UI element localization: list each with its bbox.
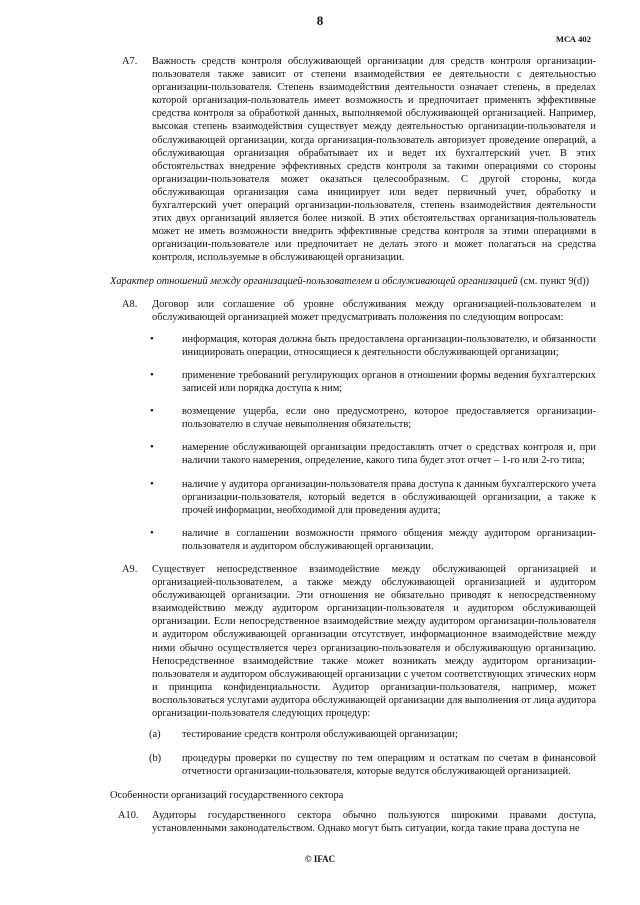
paragraph-a7 [110,55,596,265]
section-heading-relations [110,275,596,288]
paragraph-number: A7. [122,56,138,67]
paragraph-text: Существует непосредственное взаимодействие между обслуживающей организацией и организацией-пользователем, а также между обслуживающей организацией и аудитором обслуживающей организации. Эти отношения не обязательно приводят к непосредственному взаимодействию между аудитором организации-пользователя и аудитором обслуживающей организации. Если непосредственное взаимодействие между аудитором организации-пользователя и аудитором обслуживающей организации отсутствует, информационное взаимодействие между ними обычно осуществляется через организацию-пользователя и обслуживающую организацию. Непосредственное взаимодействие также может возникать между аудитором организации-пользователя и аудитором обслуживающей организации с учетом соответствующих этических норм и принципа конфиденциальности. Аудитор организации-пользователя, например, может воспользоваться услугами аудитора обслуживающей организации для выполнения от лица аудитора организации-пользователя следующих процедур: [152,564,596,720]
bullet-icon: • [150,332,154,345]
heading-italic-text: Характер отношений между организацией-пользователем и обслуживающей организацией [110,275,518,287]
list-item-label: (a) [149,729,161,741]
paragraph-number: A9. [122,564,138,575]
bullet-icon: • [150,441,154,454]
bullet-icon: • [150,405,154,418]
section-heading-public-sector: Особенности организаций государственного сектора [110,790,344,802]
list-item: (a) тестирование средств контроля обслуживающей организации; [149,729,458,741]
list-item: • наличие у аудитора организации-пользователя права доступа к данным бухгалтерского учета организации-пользователя, который ведется в обслуживающей организации, а также к прочей информации, необходимой для проведения аудита; [150,477,596,516]
bullet-icon: • [150,477,154,490]
list-item: • намерение обслуживающей организации предоставлять отчет о средствах контроля и, при наличии такого намерения, определение, какого типа будет этот отчет – 1-го или 2-го типа; [150,441,596,467]
heading-reference: (см. пункт 9(d)) [517,275,590,287]
paragraph-a9 [110,563,596,720]
bullet-icon: • [150,368,154,381]
list-item-label: (b) [149,753,162,765]
page-content [110,55,596,835]
list-item: • информация, которая должна быть предоставлена организации-пользователю, и обязанности инициировать операции, относящиеся к деятельности обслуживающей организации; [150,332,596,358]
paragraph-text: Аудиторы государственного сектора обычно пользуются широкими правами доступа, установленными законодательством. Однако могут быть ситуации, когда такие права доступа не [152,809,596,834]
document-code: МСА 402 [555,34,591,44]
bullet-icon: • [150,526,154,539]
list-item: (b) процедуры проверки по существу по тем операциям и остаткам по счетам в финансовой отчетности организации-пользователя, которые ведутся обслуживающей организацией. [149,753,596,778]
footer-copyright: © IFAC [304,854,336,864]
list-item: • применение требований регулирующих органов в отношении формы ведения бухгалтерских записей или порядка доступа к ним; [150,368,596,395]
paragraph-a8 [110,298,596,324]
a9-procedure-list [110,728,596,778]
paragraph-text: Важность средств контроля обслуживающей организации для средств контроля организации-пользователя также зависит от степени взаимодействия ее деятельности с деятельностью организации-пользователя. Степень взаимодействия деятельности означает степень, в пределах которой организация-пользователь имеет возможность и предпочитает применять эффективные средства контроля за обработкой данных, выполняемой обслуживающей организацией. Например, высокая степень взаимодействия существует между деятельностью организации-пользователя и обслуживающей организации, когда организация-пользователь авторизует проведение операций, а обслуживающая организация обрабатывает их и ведет их бухгалтерский учет. В этих обстоятельствах внедрение эффективных средств контроля за такими операциями со стороны организации-пользователя может оказаться целесообразным. С другой стороны, когда обслуживающая организация сама инициирует или ведет первичный учет, обработку и бухгалтерский учет операций организации-пользователя, степень взаимодействия деятельности этих двух организаций является более низкой. В этих обстоятельствах организация-пользователь может не иметь возможности внедрить эффективные средства контроля за этими операциями в организации-пользователе или предпочитает не делать этого и может полагаться на средства контроля, используемые в обслуживающей организации. [152,56,596,264]
paragraph-number: A10. [118,809,139,821]
list-item: • возмещение ущерба, если оно предусмотрено, которое предоставляется организации-пользователю в случае невыполнения обязательств; [150,405,596,431]
paragraph-text: Договор или соглашение об уровне обслуживания между организацией-пользователем и обслуживающей организацией может предусматривать положения по следующим вопросам: [152,298,596,323]
paragraph-a10 [110,809,596,835]
paragraph-number: A8. [122,298,138,310]
a8-bullet-list [110,333,596,553]
list-item: • наличие в соглашении возможности прямого общения между аудитором организации-пользователя и аудитором обслуживающей организации. [150,526,596,552]
page-number: 8 [316,13,324,28]
